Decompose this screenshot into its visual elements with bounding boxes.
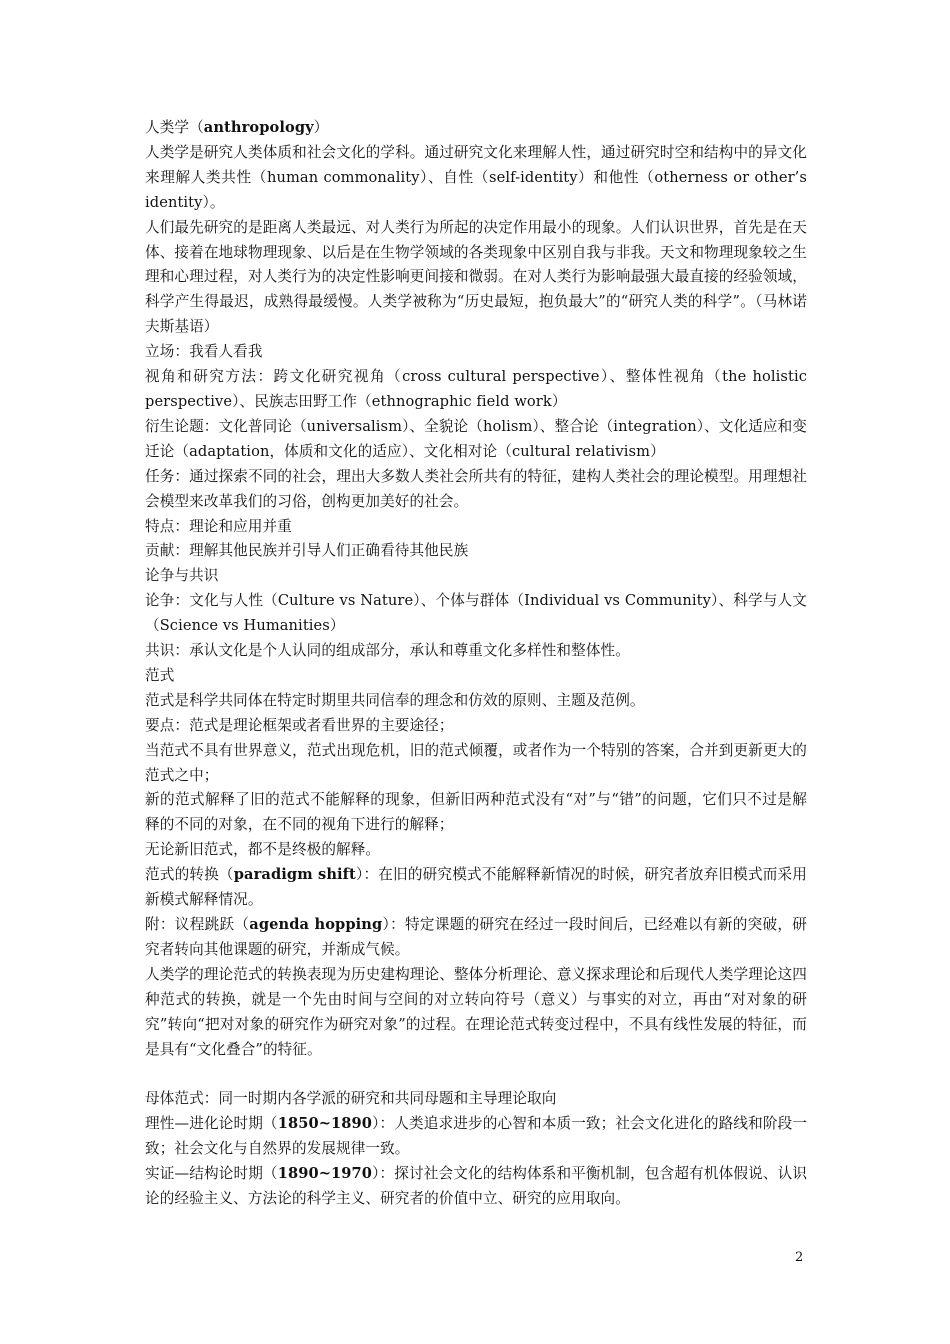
bold-term: agenda hopping <box>249 916 383 933</box>
paragraph <box>145 838 807 863</box>
paragraph <box>145 589 807 639</box>
text-run: 共识：承认文化是个人认同的组成部分，承认和尊重文化多样性和整体性。 <box>145 642 630 660</box>
paragraph <box>145 1112 807 1162</box>
text-run: 范式是科学共同体在特定时期里共同信奉的理念和仿效的原则、主题及范例。 <box>145 691 645 709</box>
paragraph <box>145 689 807 714</box>
text-run: 立场：我看人看我 <box>145 343 263 361</box>
text-run: 人们最先研究的是距离人类最远、对人类行为所起的决定作用最小的现象。人们认识世界，首先是在天体、接着在地球物理现象、以后是在生物学领域的各类现象中区别自我与非我。天文和物理现象较之生理和心理过程，对人类行为的决定性影响更间接和微弱。在对人类行为影响最强大最直接的经验领域，科学产生得最迟，成熟得最缓慢。人类学被称为“历史最短，抱负最大”的“研究人类的科学”。（马林诺夫斯基语） <box>145 218 807 336</box>
bold-term: anthropology <box>203 119 314 136</box>
text-run: 实证—结构论时期（ <box>145 1165 278 1183</box>
paragraph <box>145 664 807 689</box>
paragraph <box>145 539 807 564</box>
paragraph <box>145 1162 807 1212</box>
text-run: 新的范式解释了旧的范式不能解释的现象，但新旧两种范式没有“对”与“错”的问题，它们只不过是解释的不同的对象，在不同的视角下进行的解释； <box>145 791 807 834</box>
text-run: 衍生论题：文化普同论（universalism）、全貌论（holism）、整合论（integration）、文化适应和变迁论（adaptation，体质和文化的适应）、文化相对论（cultural relativism） <box>145 417 807 460</box>
text-run: 理性—进化论时期（ <box>145 1115 278 1133</box>
paragraph <box>145 216 807 341</box>
paragraph <box>145 564 807 589</box>
text-run: ） <box>313 119 329 136</box>
paragraph <box>145 365 807 415</box>
text-run: 无论新旧范式，都不是终极的解释。 <box>145 841 381 859</box>
text-run: 人类学是研究人类体质和社会文化的学科。通过研究文化来理解人性，通过研究时空和结构中的异文化来理解人类共性（human commonality）、自性（self-identity）和他性（otherness or other’s identity）。 <box>145 143 807 211</box>
paragraph <box>145 788 807 838</box>
text-run: 当范式不具有世界意义，范式出现危机，旧的范式倾覆，或者作为一个特别的答案，合并到更新更大的范式之中； <box>145 741 807 784</box>
text-run: 任务：通过探索不同的社会，理出大多数人类社会所共有的特征，建构人类社会的理论模型。用理想社会模型来改革我们的习俗，创构更加美好的社会。 <box>145 467 807 510</box>
paragraph <box>145 515 807 540</box>
text-run: 范式的转换（ <box>145 866 234 884</box>
text-run: 人类学（ <box>145 119 204 136</box>
paragraph <box>145 714 807 739</box>
blank-line <box>145 1062 807 1087</box>
paragraph <box>145 116 807 141</box>
text-run: 范式 <box>145 666 175 684</box>
paragraph <box>145 863 807 913</box>
document-body <box>145 116 807 1212</box>
bold-term: paradigm shift <box>233 866 356 884</box>
paragraph <box>145 639 807 664</box>
paragraph <box>145 1087 807 1112</box>
text-run: 论争：文化与人性（Culture vs Nature）、个体与群体（Individual vs Community）、科学与人文（Science vs Humanities） <box>145 592 807 635</box>
text-run: 要点：范式是理论框架或者看世界的主要途径； <box>145 716 454 734</box>
paragraph <box>145 963 807 1063</box>
text-run: ）：探讨社会文化的结构体系和平衡机制，包含超有机体假说、认识论的经验主义、方法论的科学主义、研究者的价值中立、研究的应用取向。 <box>145 1165 808 1207</box>
paragraph <box>145 739 807 789</box>
text-run: 人类学的理论范式的转换表现为历史建构理论、整体分析理论、意义探求理论和后现代人类学理论这四种范式的转换，就是一个先由时间与空间的对立转向符号（意义）与事实的对立，再由“对对象的研究”转向“把对对象的研究作为研究对象”的过程。在理论范式转变过程中，不具有线性发展的特征，而是具有“文化叠合”的特征。 <box>145 965 807 1058</box>
bold-term: 1850~1890 <box>277 1115 373 1133</box>
text-run: 附：议程跳跃（ <box>145 916 250 933</box>
paragraph <box>145 340 807 365</box>
paragraph <box>145 913 807 963</box>
text-run: 视角和研究方法：跨文化研究视角（cross cultural perspective）、整体性视角（the holistic perspective）、民族志田野工作（ethnographic field work） <box>145 368 807 410</box>
text-run: ）：特定课题的研究在经过一段时间后，已经难以有新的突破，研究者转向其他课题的研究，并渐成气候。 <box>145 916 807 958</box>
bold-term: 1890~1970 <box>277 1165 373 1183</box>
paragraph <box>145 141 807 216</box>
text-run: ）：人类追求进步的心智和本质一致；社会文化进化的路线和阶段一致；社会文化与自然界的发展规律一致。 <box>145 1115 808 1158</box>
paragraph <box>145 415 807 465</box>
text-run: 贡献：理解其他民族并引导人们正确看待其他民族 <box>145 542 469 560</box>
paragraph <box>145 465 807 515</box>
text-run: 特点：理论和应用并重 <box>145 517 292 535</box>
text-run: 母体范式：同一时期内各学派的研究和共同母题和主导理论取向 <box>145 1090 557 1108</box>
text-run: 论争与共识 <box>145 567 219 585</box>
page-number: 2 <box>795 1250 804 1265</box>
text-run: ）：在旧的研究模式不能解释新情况的时候，研究者放弃旧模式而采用新模式解释情况。 <box>145 866 807 909</box>
